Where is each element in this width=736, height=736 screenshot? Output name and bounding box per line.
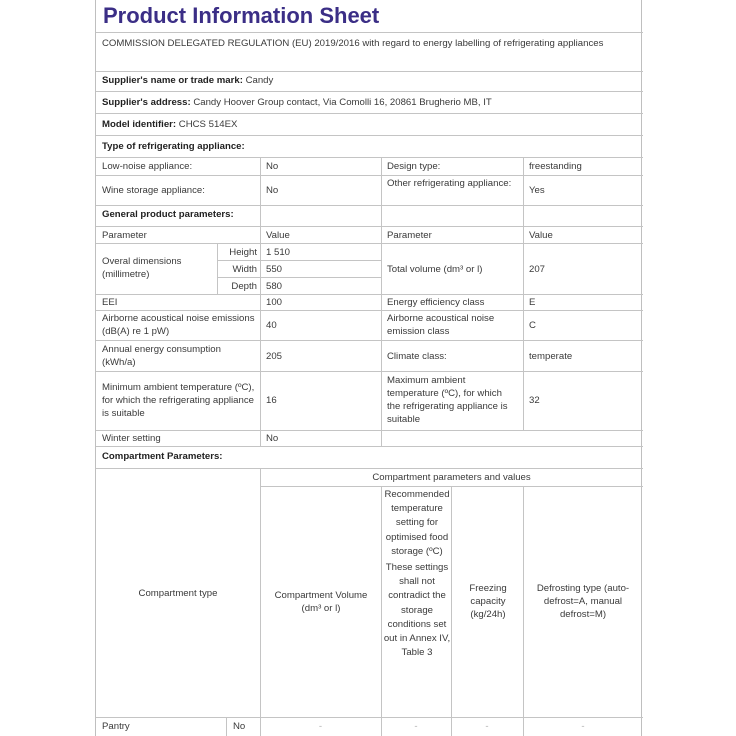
noise-emissions-value: 40: [266, 320, 277, 331]
divider: [451, 486, 452, 736]
max-temp-value: 32: [529, 395, 540, 406]
eei-label: EEI: [102, 297, 118, 308]
supplier-name-row: [102, 74, 273, 87]
type-section-heading: Type of refrigerating appliance:: [102, 141, 245, 152]
divider: [96, 371, 643, 372]
regulation-text: COMMISSION DELEGATED REGULATION (EU) 2019/2016 with regard to energy labelling of refrigerating appliances: [102, 38, 604, 49]
compartment-row-defrost: -: [581, 721, 585, 732]
compartment-row-temp: -: [414, 721, 418, 732]
col-header-value-2: Value: [529, 230, 553, 241]
compartment-row-volume: -: [318, 721, 323, 732]
divider: [96, 205, 643, 206]
climate-class-value: temperate: [529, 351, 573, 362]
energy-class-label: Energy efficiency class: [387, 297, 485, 308]
divider: [96, 430, 643, 431]
low-noise-value: No: [266, 161, 279, 172]
divider: [96, 468, 643, 469]
col-compartment-volume: Compartment Volume (dm³ or l): [274, 590, 368, 614]
annual-energy-value: 205: [266, 351, 283, 362]
eei-value: 100: [266, 297, 283, 308]
width-value: 550: [266, 264, 283, 275]
divider: [381, 157, 382, 446]
compartment-row-freezing: -: [485, 721, 489, 732]
divider: [96, 717, 643, 718]
divider: [217, 243, 218, 294]
design-type-value: freestanding: [529, 161, 582, 172]
divider: [96, 446, 643, 447]
total-volume-value: 207: [529, 264, 546, 275]
supplier-address-row: [102, 96, 492, 109]
winter-setting-value: No: [266, 433, 279, 444]
low-noise-label: Low-noise appliance:: [102, 161, 193, 172]
divider: [96, 310, 643, 311]
supplier-name-value: Candy: [245, 75, 274, 86]
supplier-address-label: Supplier's address:: [102, 97, 191, 108]
divider: [96, 340, 643, 341]
model-row: [102, 118, 237, 131]
other-appliance-value: Yes: [529, 185, 545, 196]
model-value: CHCS 514EX: [178, 119, 238, 130]
col-compartment-type: Compartment type: [138, 588, 218, 599]
compartment-row-type: Pantry: [102, 721, 130, 732]
page-title: Product Information Sheet: [103, 3, 380, 28]
noise-class-label: Airborne acoustical noise emission class: [387, 313, 495, 337]
wine-storage-value: No: [266, 185, 279, 196]
divider: [96, 135, 643, 136]
min-temp-value: 16: [266, 395, 277, 406]
energy-class-value: E: [529, 297, 536, 308]
width-label: Width: [232, 264, 257, 275]
supplier-name-label: Supplier's name or trade mark:: [102, 75, 243, 86]
min-temp-label: Minimum ambient temperature (ºC), for which the refrigerating appliance is suitable: [102, 382, 255, 419]
general-section-heading: General product parameters:: [102, 209, 234, 220]
depth-value: 580: [266, 281, 283, 292]
divider: [96, 175, 643, 176]
divider: [96, 226, 643, 227]
divider: [217, 277, 381, 278]
height-value: 1 510: [266, 247, 291, 258]
col-header-parameter: Parameter: [102, 230, 147, 241]
col-freezing-capacity: Freezing capacity (kg/24h): [469, 583, 507, 620]
depth-label: Depth: [231, 281, 257, 292]
col-recommended-temp-text: Recommended temperature setting for optimised food storage (ºC): [384, 489, 450, 557]
climate-class-label: Climate class:: [387, 351, 447, 362]
divider: [96, 157, 643, 158]
height-label: Height: [229, 247, 257, 258]
annual-energy-label: Annual energy consumption (kWh/a): [102, 344, 221, 368]
col-defrosting-type: Defrosting type (auto-defrost=A, manual defrost=M): [536, 583, 630, 620]
wine-storage-label: Wine storage appliance:: [102, 185, 205, 196]
total-volume-label: Total volume (dm³ or l): [387, 264, 483, 275]
winter-setting-label: Winter setting: [102, 433, 161, 444]
col-header-parameter-2: Parameter: [387, 230, 432, 241]
noise-emissions-label: Airborne acoustical noise emissions (dB(A) re 1 pW): [102, 313, 255, 337]
divider: [381, 486, 382, 736]
divider: [96, 113, 643, 114]
col-header-value: Value: [266, 230, 290, 241]
noise-class-value: C: [529, 320, 536, 331]
compartment-header-span: Compartment parameters and values: [372, 472, 531, 483]
divider: [96, 243, 643, 244]
divider: [260, 157, 261, 446]
compartment-section-heading: Compartment Parameters:: [102, 451, 223, 462]
divider: [260, 468, 261, 736]
supplier-address-value: Candy Hoover Group contact, Via Comolli 16, 20861 Brugherio MB, IT: [193, 97, 492, 108]
design-type-label: Design type:: [387, 161, 441, 172]
divider: [217, 260, 381, 261]
divider: [523, 157, 524, 431]
max-temp-label: Maximum ambient temperature (ºC), for which the refrigerating appliance is suitable: [387, 375, 508, 425]
divider: [96, 32, 643, 33]
compartment-row-present: No: [233, 721, 246, 732]
divider: [226, 717, 227, 736]
divider: [96, 294, 643, 295]
other-appliance-label: Other refrigerating appliance:: [387, 178, 512, 189]
model-label: Model identifier:: [102, 119, 177, 130]
divider: [96, 71, 643, 72]
divider: [96, 91, 643, 92]
divider: [523, 486, 524, 736]
product-information-sheet: [95, 0, 642, 736]
col-recommended-temp: [382, 488, 452, 660]
dimensions-label: Overal dimensions (millimetre): [102, 256, 182, 280]
col-recommended-temp-note: These settings shall not contradict the storage conditions set out in Annex IV, Table 3: [383, 562, 451, 659]
